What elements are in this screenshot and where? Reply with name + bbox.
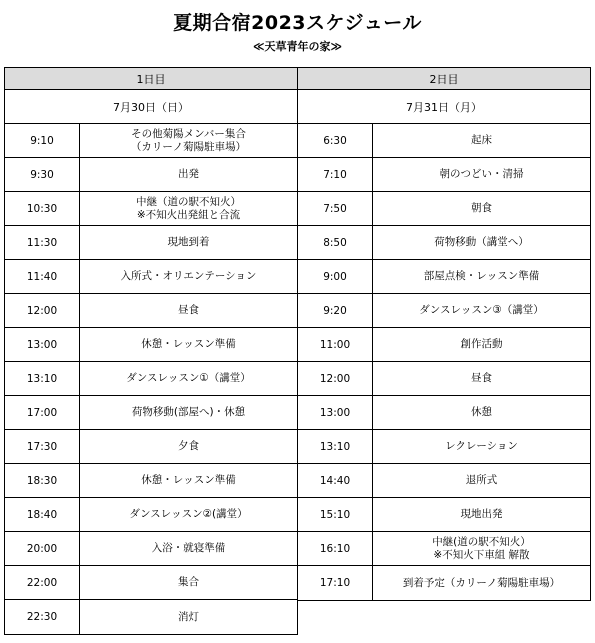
schedule-time: 17:00 (5, 396, 80, 429)
schedule-time: 14:40 (298, 464, 373, 497)
schedule-event: 消灯 (178, 610, 199, 623)
schedule-row (5, 498, 297, 532)
schedule-row (5, 396, 297, 430)
schedule-time: 18:40 (5, 498, 80, 531)
schedule-event: 休憩・レッスン準備 (141, 338, 236, 350)
schedule-event: 中継(道の駅不知火） ※不知火下車組 解散 (432, 535, 531, 561)
schedule-event: 入浴・就寝準備 (151, 542, 226, 554)
schedule-row (298, 464, 590, 498)
schedule-event: 昼食 (178, 304, 199, 316)
schedule-row (5, 158, 297, 192)
schedule-time: 12:00 (5, 294, 80, 327)
schedule-row (298, 396, 590, 430)
schedule-row (298, 362, 590, 396)
schedule-row (298, 532, 590, 566)
day1-label: 1日目 (5, 68, 297, 90)
page-subtitle: ≪天草青年の家≫ (252, 40, 343, 53)
schedule-time: 15:10 (298, 498, 373, 531)
schedule-row (298, 260, 590, 294)
day2-label: 2日目 (298, 68, 590, 90)
schedule-time: 7:10 (298, 158, 373, 191)
schedule-event: ダンスレッスン③（講堂） (419, 304, 544, 316)
schedule-event: 退所式 (465, 474, 498, 486)
schedule-event: 起床 (471, 134, 492, 146)
schedule-event: 荷物移動（講堂へ） (434, 236, 529, 248)
schedule-time: 10:30 (5, 192, 80, 225)
schedule-event: 入所式・オリエンテーション (120, 270, 257, 282)
schedule-event: 創作活動 (460, 338, 503, 350)
schedule-event: 現地出発 (460, 508, 503, 520)
schedule-event: 夕食 (178, 440, 199, 452)
schedule-row (5, 328, 297, 362)
schedule-time: 16:10 (298, 532, 373, 565)
schedule-row (5, 430, 297, 464)
schedule-row (298, 328, 590, 362)
schedule-row (298, 124, 590, 158)
schedule-row (5, 124, 297, 158)
schedule-time: 11:40 (5, 260, 80, 293)
schedule-time: 7:50 (298, 192, 373, 225)
schedule-event: ダンスレッスン①（講堂） (126, 372, 251, 384)
schedule-time: 17:10 (298, 566, 373, 600)
schedule-event: 到着予定（カリーノ菊陽駐車場） (402, 576, 561, 589)
schedule-event: 集合 (178, 576, 199, 588)
schedule-event: 休憩 (471, 406, 492, 418)
schedule-row (298, 498, 590, 532)
schedule-time: 12:00 (298, 362, 373, 395)
schedule-time: 13:10 (298, 430, 373, 463)
schedule-row (5, 600, 297, 634)
schedule-time: 8:50 (298, 226, 373, 259)
schedule-time: 22:30 (5, 600, 80, 634)
schedule-row (5, 226, 297, 260)
day2-schedule-table (297, 67, 591, 601)
schedule-time: 20:00 (5, 532, 80, 565)
day1-date: 7月30日（日） (5, 90, 297, 124)
schedule-time: 22:00 (5, 566, 80, 599)
schedule-time: 13:10 (5, 362, 80, 395)
day1-schedule-table (4, 67, 298, 635)
schedule-row (5, 566, 297, 600)
schedule-event: 現地到着 (167, 236, 210, 248)
schedule-event: 中継（道の駅不知火） ※不知火出発組と合流 (136, 195, 241, 221)
day1-rows (5, 124, 297, 634)
day2-date: 7月31日（月） (298, 90, 590, 124)
schedule-row (5, 192, 297, 226)
schedule-row (298, 192, 590, 226)
schedule-event: 昼食 (471, 372, 492, 384)
schedule-time: 6:30 (298, 124, 373, 157)
day2-rows (298, 124, 590, 600)
schedule-row (5, 532, 297, 566)
schedule-event: 出発 (178, 168, 199, 180)
schedule-event: レクレーション (445, 440, 518, 452)
schedule-time: 13:00 (5, 328, 80, 361)
schedule-time: 18:30 (5, 464, 80, 497)
schedule-time: 11:30 (5, 226, 80, 259)
schedule-row (298, 430, 590, 464)
schedule-event: 朝のつどい・清掃 (439, 168, 524, 180)
page-title: 夏期合宿2023スケジュール (173, 12, 422, 34)
schedule-row (5, 362, 297, 396)
schedule-row (298, 566, 590, 600)
schedule-time: 11:00 (298, 328, 373, 361)
schedule-time: 9:20 (298, 294, 373, 327)
schedule-row (298, 226, 590, 260)
schedule-event: 部屋点検・レッスン準備 (423, 270, 540, 282)
schedule-row (5, 294, 297, 328)
schedule-row (5, 464, 297, 498)
schedule-time: 9:10 (5, 124, 80, 157)
schedule-row (298, 158, 590, 192)
schedule-time: 9:30 (5, 158, 80, 191)
schedule-event: 朝食 (471, 202, 492, 214)
schedule-event: 休憩・レッスン準備 (141, 474, 236, 486)
schedule-event: ダンスレッスン②(講堂） (129, 508, 248, 520)
schedule-event: その他菊陽メンバー集合 （カリーノ菊陽駐車場） (130, 127, 247, 153)
schedule-row (298, 294, 590, 328)
schedule-time: 17:30 (5, 430, 80, 463)
schedule-event: 荷物移動(部屋へ)・休憩 (131, 406, 246, 418)
schedule-row (5, 260, 297, 294)
schedule-time: 9:00 (298, 260, 373, 293)
schedule-time: 13:00 (298, 396, 373, 429)
